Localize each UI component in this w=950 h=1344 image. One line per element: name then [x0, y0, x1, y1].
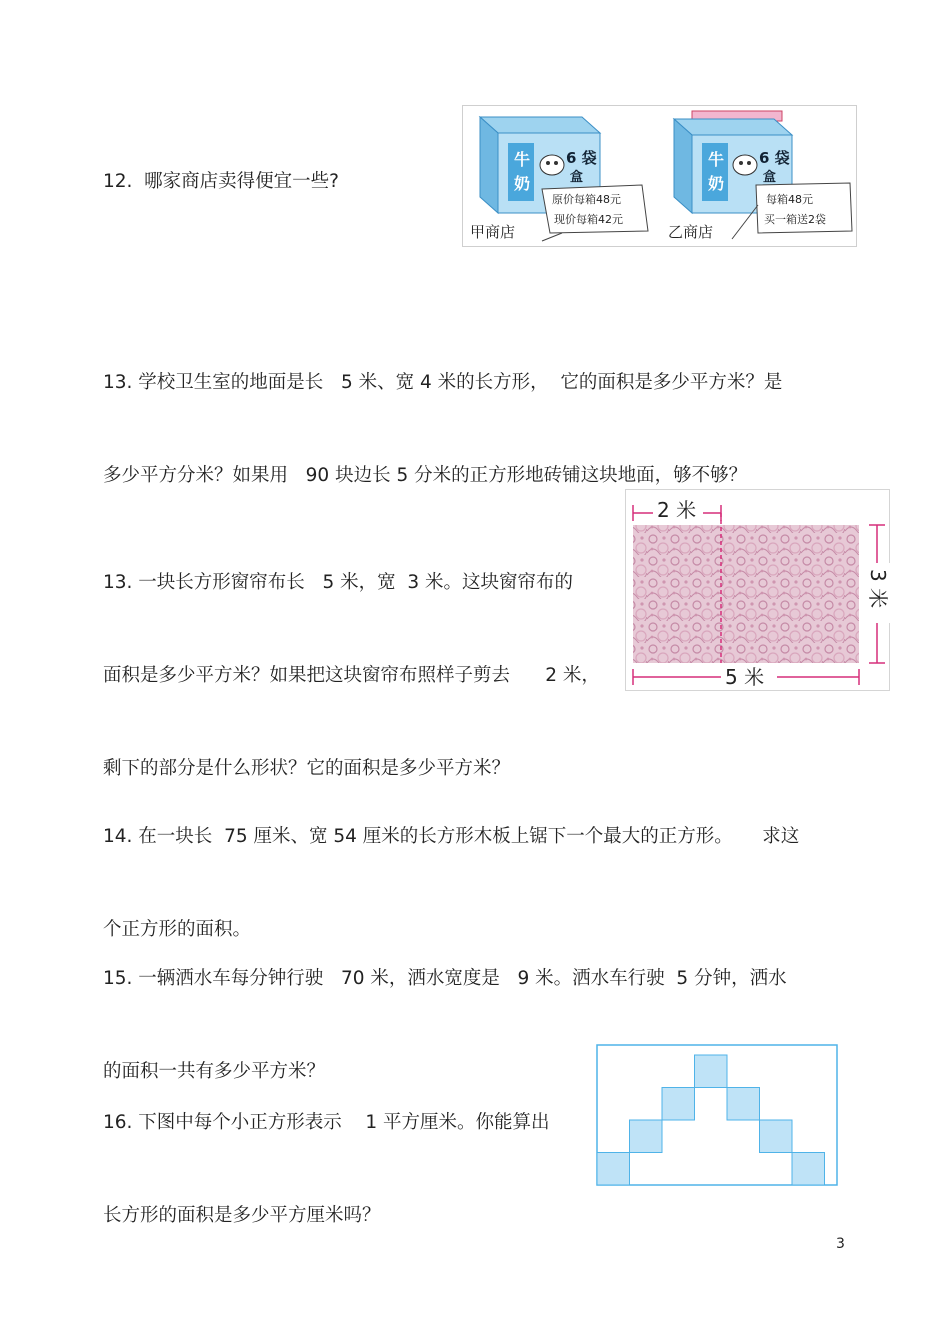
- height-label: 3 米: [866, 569, 890, 609]
- grid-diagram: [593, 1043, 840, 1188]
- milk-shops-illustration: [462, 105, 857, 247]
- question-16: [103, 1045, 549, 1262]
- question-line: 剩下的部分是什么形状？它的面积是多少平方米？: [103, 758, 511, 779]
- question-line: 多少平方分米？如果用 90 块边长 5 分米的正方形地砖铺这块地面，够不够？: [103, 465, 748, 486]
- box-a-text-1: 牛: [514, 150, 531, 169]
- box-a-sub: 盒: [570, 170, 584, 185]
- box-b-text-2: 奶: [708, 174, 725, 193]
- box-a-count: 6 袋: [566, 149, 597, 167]
- curtain-figure: [625, 489, 890, 691]
- box-b-count: 6 袋: [759, 149, 790, 167]
- cow-icon: [733, 155, 757, 175]
- question-line: 长方形的面积是多少平方厘米吗？: [103, 1205, 381, 1226]
- question-line: 个正方形的面积。: [103, 919, 252, 940]
- shaded-square: [760, 1120, 793, 1153]
- page-number: 3: [836, 1236, 845, 1252]
- box-b-text-1: 牛: [708, 150, 725, 169]
- shaded-square: [597, 1153, 630, 1186]
- shop-a-name: 甲商店: [470, 223, 516, 241]
- box-b-sub: 盒: [763, 170, 777, 185]
- question-line: 的面积一共有多少平方米？: [103, 1061, 326, 1082]
- question-12: [103, 104, 339, 228]
- shop-a-tag-line-2: 现价每箱42元: [554, 213, 623, 226]
- shop-b-tag-line-1: 每箱48元: [766, 193, 813, 206]
- shaded-square: [727, 1088, 760, 1121]
- grid-figure: [593, 1043, 840, 1188]
- question-line: 15. 一辆洒水车每分钟行驶 70 米，洒水宽度是 9 米。洒水车行驶 5 分钟，洒水: [103, 968, 787, 989]
- question-line: 13. 一块长方形窗帘布长 5 米，宽 3 米。这块窗帘布的: [103, 572, 574, 593]
- milk-shops-figure: [462, 105, 857, 247]
- shop-b-tag-line-2: 买一箱送2袋: [764, 213, 826, 226]
- shop-a-tag-line-1: 原价每箱48元: [552, 193, 621, 206]
- shaded-square: [662, 1088, 695, 1121]
- shaded-square: [630, 1120, 663, 1153]
- question-line: 14. 在一块长 75 厘米、宽 54 厘米的长方形木板上锯下一个最大的正方形。 求这: [103, 826, 800, 847]
- shaded-square: [695, 1055, 728, 1088]
- curtain-diagram: [625, 489, 890, 691]
- length-label: 5 米: [725, 665, 765, 689]
- question-line: 面积是多少平方米？如果把这块窗帘布照样子剪去 2 米，: [103, 665, 600, 686]
- cow-icon: [540, 155, 564, 175]
- question-line: 13. 学校卫生室的地面是长 5 米、宽 4 米的长方形， 它的面积是多少平方米？是: [103, 372, 783, 393]
- box-a-text-2: 奶: [514, 174, 531, 193]
- cut-label: 2 米: [657, 498, 697, 522]
- shop-b-name: 乙商店: [668, 223, 714, 241]
- question-line: 12. 哪家商店卖得便宜一些?: [103, 171, 340, 192]
- curtain-fabric: [633, 525, 859, 663]
- shaded-square: [792, 1153, 825, 1186]
- question-line: 16. 下图中每个小正方形表示 1 平方厘米。你能算出: [103, 1112, 550, 1133]
